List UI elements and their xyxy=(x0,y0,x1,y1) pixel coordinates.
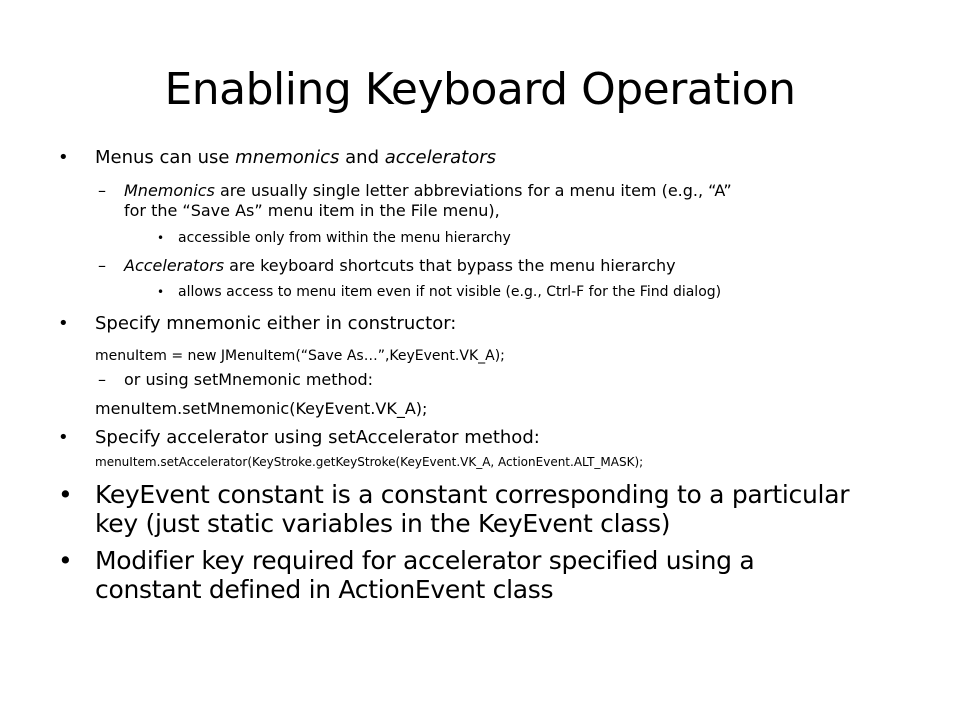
subbullet-accelerators xyxy=(124,256,676,276)
subbullet-mnemonics-continued: for the “Save As” menu item in the File menu), xyxy=(124,201,500,220)
italic-term: Accelerators xyxy=(124,256,225,275)
italic-term: mnemonics xyxy=(235,147,340,168)
italic-term: accelerators xyxy=(384,147,496,168)
code-setmnemonic: menuItem.setMnemonic(KeyEvent.VK_A); xyxy=(95,399,428,418)
text: are keyboard shortcuts that bypass the menu hierarchy xyxy=(224,256,676,275)
bullet-keyevent-constant-continued: key (just static variables in the KeyEvent class) xyxy=(95,509,671,538)
bullet-keyevent-constant: • KeyEvent constant is a constant corresponding to a particular xyxy=(95,480,849,510)
code-jmenuitem-constructor: menuItem = new JMenuItem(“Save As…”,KeyEvent.VK_A); xyxy=(95,348,505,364)
bullet-modifier-key-continued: constant defined in ActionEvent class xyxy=(95,575,554,604)
text: are usually single letter abbreviations for a menu item (e.g., “A” xyxy=(214,181,732,200)
bullet-specify-mnemonic: • Specify mnemonic either in constructor: xyxy=(95,312,456,336)
subsubbullet-allows-access: • allows access to menu item even if not visible (e.g., Ctrl-F for the Find dialog) xyxy=(178,283,721,301)
text: and xyxy=(339,147,385,168)
italic-term: Mnemonics xyxy=(124,181,215,200)
subsubbullet-accessible-only: • accessible only from within the menu hierarchy xyxy=(178,229,511,247)
code-setaccelerator: menuItem.setAccelerator(KeyStroke.getKeyStroke(KeyEvent.VK_A, ActionEvent.ALT_MASK); xyxy=(95,455,644,469)
bullet-menus-mnemonics-accelerators xyxy=(95,146,496,170)
subbullet-setmnemonic: – or using setMnemonic method: xyxy=(124,370,373,390)
subbullet-mnemonics xyxy=(124,181,732,201)
slide-title: Enabling Keyboard Operation xyxy=(164,64,796,115)
text: Menus can use xyxy=(95,147,236,168)
bullet-modifier-key: • Modifier key required for accelerator specified using a xyxy=(95,546,754,576)
bullet-specify-accelerator: • Specify accelerator using setAccelerator method: xyxy=(95,426,540,450)
